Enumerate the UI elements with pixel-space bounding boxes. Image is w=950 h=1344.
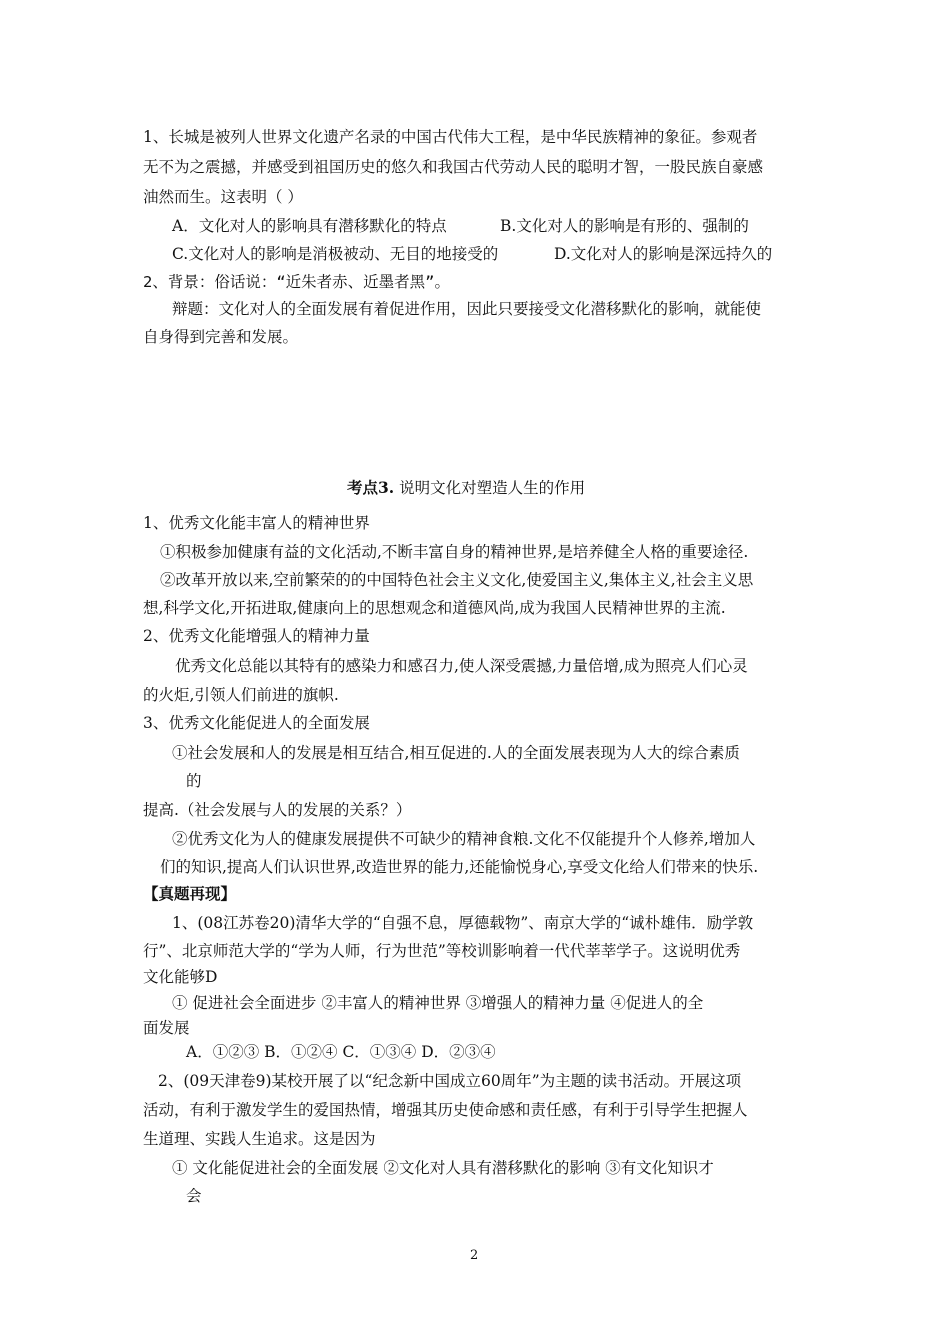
real-q2-line1: 2、(09天津卷9)某校开展了以“纪念新中国成立60周年”为主题的读书活动。开展这项 [158, 1072, 742, 1090]
page-number: 2 [470, 1248, 479, 1263]
point3-item-a-line2: 的 [186, 772, 202, 790]
point3-item-a-line3: 提高.（社会发展与人的发展的关系？） [143, 801, 412, 819]
q1-line-2: 无不为之震撼，并感受到祖国历史的悠久和我国古代劳动人民的聪明才智，一股民族自豪感 [143, 158, 764, 176]
real-questions-heading: 【真题再现】 [143, 885, 237, 903]
real-q1-statements-line2: 面发展 [143, 1019, 190, 1037]
point3-item-b-line1: ②优秀文化为人的健康发展提供不可缺少的精神食粮.文化不仅能提升个人修养,增加人 [172, 830, 756, 848]
real-q1-line3: 文化能够D [143, 968, 218, 986]
point3-item-b-line2: 们的知识,提高人们认识世界,改造世界的能力,还能愉悦身心,享受文化给人们带来的快乐. [160, 858, 759, 876]
point1-heading: 1、优秀文化能丰富人的精神世界 [143, 514, 370, 532]
q1-option-c: C.文化对人的影响是消极被动、无目的地接受的 [172, 245, 499, 263]
real-q2-line2: 活动，有利于激发学生的爱国热情，增强其历史使命感和责任感，有利于引导学生把握人 [143, 1101, 748, 1119]
q1-line-1: 1、长城是被列人世界文化遗产名录的中国古代伟大工程，是中华民族精神的象征。参观者 [143, 128, 758, 146]
q1-option-a: A．文化对人的影响具有潜移默化的特点 [172, 217, 447, 235]
q1-option-b: B.文化对人的影响是有形的、强制的 [500, 217, 749, 235]
point1-item-a: ①积极参加健康有益的文化活动,不断丰富自身的精神世界,是培养健全人格的重要途径. [160, 543, 749, 561]
real-q1-line2: 行”、北京师范大学的“学为人师，行为世范”等校训影响着一代代莘莘学子。这说明优秀 [143, 942, 741, 960]
real-q2-line3: 生道理、实践人生追求。这是因为 [143, 1130, 376, 1148]
point2-text-line1: 优秀文化总能以其特有的感染力和感召力,使人深受震撼,力量倍增,成为照亮人们心灵 [175, 657, 748, 675]
point1-item-b-line1: ②改革开放以来,空前繁荣的的中国特色社会主义文化,使爱国主义,集体主义,社会主义思 [160, 571, 754, 589]
real-q1-line1: 1、(08江苏卷20)清华大学的“自强不息，厚德载物”、南京大学的“诚朴雄伟．励学敦 [172, 914, 754, 932]
real-q1-choices: A．①②③ B．①②④ C．①③④ D．②③④ [186, 1043, 496, 1061]
real-q1-statements-line1: ① 促进社会全面进步 ②丰富人的精神世界 ③增强人的精神力量 ④促进人的全 [172, 994, 704, 1012]
q2-background: 2、背景：俗话说：“近朱者赤、近墨者黑”。 [143, 273, 450, 291]
point3-heading: 3、优秀文化能促进人的全面发展 [143, 714, 370, 732]
q2-debate-line-2: 自身得到完善和发展。 [143, 328, 299, 346]
real-q2-statements-line1: ① 文化能促进社会的全面发展 ②文化对人具有潜移默化的影响 ③有文化知识才 [172, 1159, 714, 1177]
section-title-bold: 考点3. [347, 478, 395, 497]
q2-debate-line-1: 辩题：文化对人的全面发展有着促进作用，因此只要接受文化潜移默化的影响，就能使 [172, 300, 762, 318]
point3-item-a-line1: ①社会发展和人的发展是相互结合,相互促进的.人的全面发展表现为人大的综合素质 [172, 744, 740, 762]
q1-option-d: D.文化对人的影响是深远持久的 [554, 245, 773, 263]
section-title [347, 478, 585, 498]
q1-line-3: 油然而生。这表明（ ） [143, 188, 303, 206]
section-title-rest: 说明文化对塑造人生的作用 [394, 479, 586, 497]
point2-heading: 2、优秀文化能增强人的精神力量 [143, 627, 370, 645]
point2-text-line2: 的火炬,引领人们前进的旗帜. [143, 686, 339, 704]
point1-item-b-line2: 想,科学文化,开拓进取,健康向上的思想观念和道德风尚,成为我国人民精神世界的主流. [143, 599, 726, 617]
real-q2-statements-line2: 会 [186, 1187, 202, 1205]
